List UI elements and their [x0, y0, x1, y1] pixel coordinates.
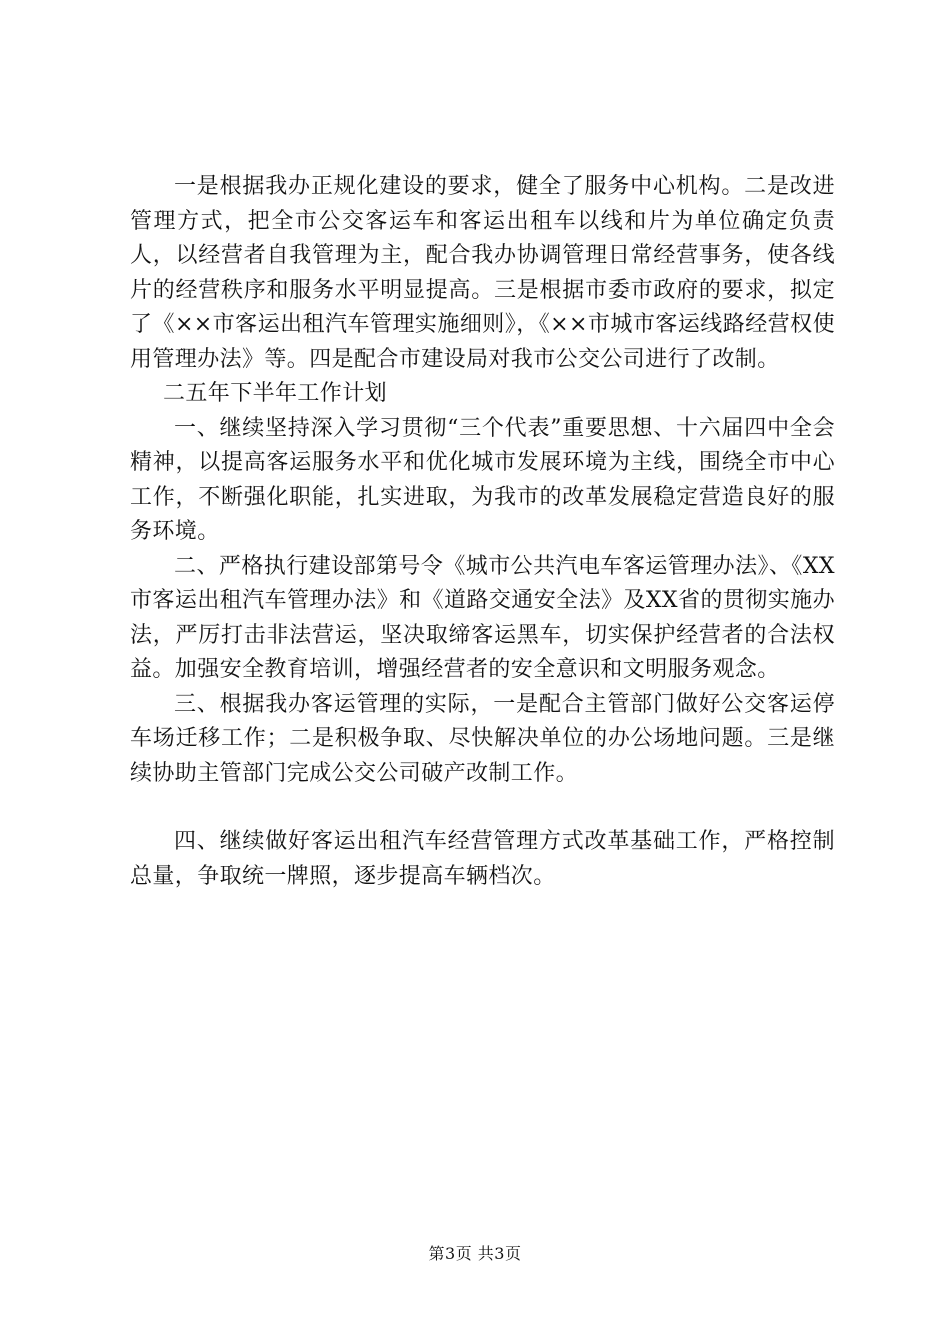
- paragraph-plan-item-2: 二、严格执行建设部第号令《城市公共汽电车客运管理办法》、《XX市客运出租汽车管理办法》和《道路交通安全法》及XX省的贯彻实施办法，严厉打击非法营运，坚决取缔客运黑车，切实保护经营者的合法权益。加强安全教育培训，增强经营者的安全意识和文明服务观念。: [130, 553, 835, 682]
- paragraph-spacer: [130, 791, 835, 825]
- paragraph-plan-item-4: 四、继续做好客运出租汽车经营管理方式改革基础工作，严格控制总量，争取统一牌照，逐步提高车辆档次。: [130, 829, 835, 889]
- paragraph-plan-item-3: 三、根据我办客运管理的实际，一是配合主管部门做好公交客运停车场迁移工作；二是积极争取、尽快解决单位的办公场地问题。三是继续协助主管部门完成公交公司破产改制工作。: [130, 691, 835, 786]
- section-heading-work-plan: 二五年下半年工作计划: [163, 381, 388, 406]
- document-body: [130, 170, 835, 894]
- page-number-footer: 第3页 共3页: [428, 1244, 522, 1263]
- paragraph-progress-summary: 一是根据我办正规化建设的要求，健全了服务中心机构。二是改进管理方式，把全市公交客运车和客运出租车以线和片为单位确定负责人，以经营者自我管理为主，配合我办协调管理日常经营事务，使各线片的经营秩序和服务水平明显提高。三是根据市委市政府的要求，拟定了《××市客运出租汽车管理实施细则》，《××市城市客运线路经营权使用管理办法》等。四是配合市建设局对我市公交公司进行了改制。: [130, 174, 835, 372]
- paragraph-plan-item-1: 一、继续坚持深入学习贯彻“三个代表”重要思想、十六届四中全会精神，以提高客运服务水平和优化城市发展环境为主线，围绕全市中心工作，不断强化职能，扎实进取，为我市的改革发展稳定营造良好的服务环境。: [130, 415, 835, 544]
